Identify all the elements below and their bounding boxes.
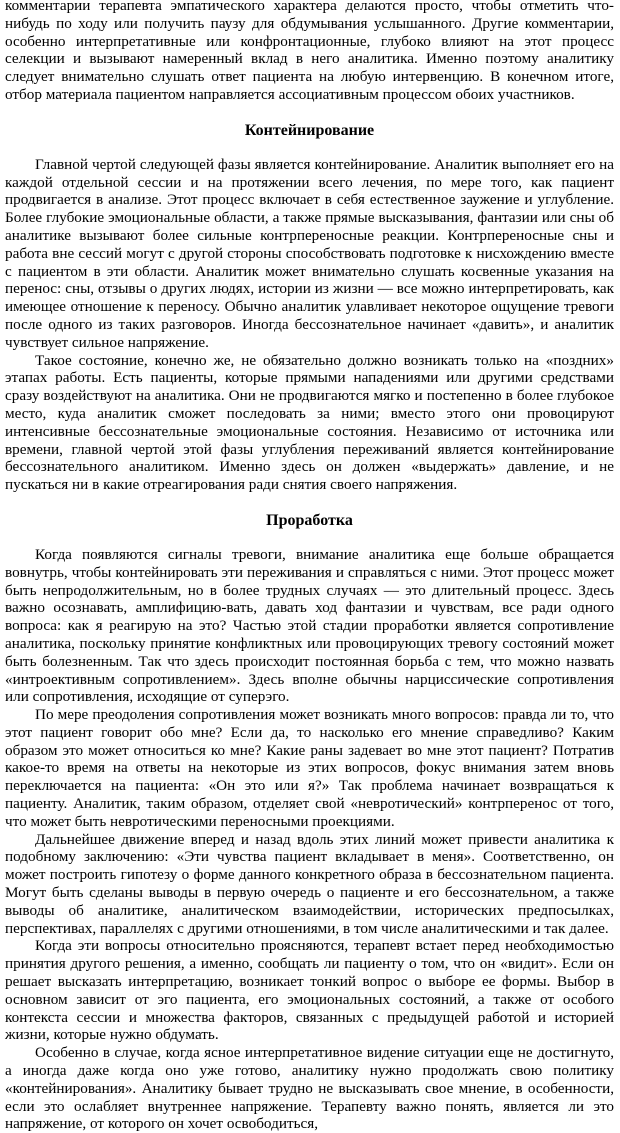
paragraph: По мере преодоления сопротивления может возникать много вопросов: правда ли то, что этот пациент говорит обо мне? Если да, то насколько его мнение справедливо? Каким образом это может относиться ко мне? Какие раны задевает во мне этот пациент? Потратив какое-то время на ответы на некоторые из этих вопросов, фокус внимания затем вновь переключается на пациента: «Он это или я?» Так проблема начинает возвращаться к пациенту. Аналитик, таким образом, отделяет свой «невротический» контрперенос от того, что может быть невротическими переносными проекциями. [5,706,614,830]
paragraph: Когда эти вопросы относительно проясняются, терапевт встает перед необходимостью принятия другого решения, а именно, сообщать ли пациенту о том, что он «видит». Если он решает высказать интерпретацию, возникает тонкий вопрос о выборе ее формы. Выбор в основном зависит от эго пациента, его эмоциональных состояний, а также от особого контекста сессии и множества факторов, связанных с предыдущей работой и историей жизни, которые нужно обдумать. [5,937,614,1044]
paragraph: Когда появляются сигналы тревоги, внимание аналитика еще больше обращается вовнутрь, чтобы контейнировать эти переживания и справляться с ними. Этот процесс может быть непродолжительным, но в более трудных случаях — это длительный процесс. Здесь важно осознавать, амплифицию-вать, давать ход фантазии и чувствам, все ради одного вопроса: как я реагирую на это? Частью этой стадии проработки является сопротивление аналитика, поскольку принятие конфликтных или провоцирующих тревогу состояний может быть болезненным. Так что здесь происходит постоянная борьба с тем, что можно назвать «интроективным сопротивлением». Здесь вполне обычны нарциссические сопротивления или сопротивления, исходящие от суперэго. [5,545,614,706]
paragraph: комментарии терапевта эмпатического характера делаются просто, чтобы отметить что-нибудь по ходу или получить паузу для обдумывания услышанного. Другие комментарии, особенно интерпретативные или конфронтационные, глубоко влияют на этот процесс селекции и вызывают намеренный вклад в него аналитика. Именно поэтому аналитику следует внимательно слушать ответ пациента на любую интервенцию. В конечном итоге, отбор материала пациентом направляется ассоциативным процессом обоих участников. [5,0,614,103]
paragraph: Дальнейшее движение вперед и назад вдоль этих линий может привести аналитика к подобному заключению: «Эти чувства пациент вкладывает в меня». Соответственно, он может построить гипотезу о форме данного конкретного образа в бессознательном пациента. Могут быть сделаны выводы в первую очередь о пациенте и его бессознательном, а также выводы об аналитике, аналитическом взаимодействии, исторических предпосылках, перспективах, параллелях с другими отношениями, в том числе аналитическими и так далее. [5,830,614,937]
paragraph: Главной чертой следующей фазы является контейнирование. Аналитик выполняет его на каждой отдельной сессии и на протяжении всего лечения, по мере того, как пациент продвигается в анализе. Этот процесс включает в себя естественное заужение и углубление. Более глубокие эмоциональные области, а также прямые высказывания, фантазии или сны об аналитике вызывают более сильные контрпереносные реакции. Контрпереносные сны и работа вне сессий могут с другой стороны способствовать подготовке к нисхождению вместе с пациентом в эти области. Аналитик может внимательно слушать косвенные указания на перенос: сны, отзывы о других людях, истории из жизни — все можно интерпретировать, как имеющее отношение к переносу. Обычно аналитик улавливает некоторое ощущение тревоги после одного из таких разговоров. Иногда бессознательное начинает «давить», и аналитик чувствует сильное напряжение. [5,155,614,351]
paragraph: Особенно в случае, когда ясное интерпретативное видение ситуации еще не достигнуто, а иногда даже когда оно уже готово, аналитику нужно продолжать свою политику «контейнирования». Аналитику бывает трудно не высказывать свое мнение, в особенности, если это ослабляет внутреннее напряжение. Терапевту важно понять, является ли это напряжение, от которого он хочет освободиться, [5,1044,614,1133]
paragraph: Такое состояние, конечно же, не обязательно должно возникать только на «поздних» этапах работы. Есть пациенты, которые прямыми нападениями или другими средствами сразу воздействуют на аналитика. Они не продвигаются мягко и постепенно в более глубокое место, куда аналитик сможет последовать за ними; вместо этого они провоцируют интенсивные бессознательные эмоциональные состояния. Независимо от источника или времени, главной чертой этой фазы углубления переживаний является контейнирование бессознательного аналитиком. Именно здесь он должен «выдержать» давление, и не пускаться ни в какие отреагирования ради снятия своего напряжения. [5,351,614,494]
section-heading-containment: Контейнирование [244,121,375,139]
section-heading-working-through: Проработка [266,511,353,529]
